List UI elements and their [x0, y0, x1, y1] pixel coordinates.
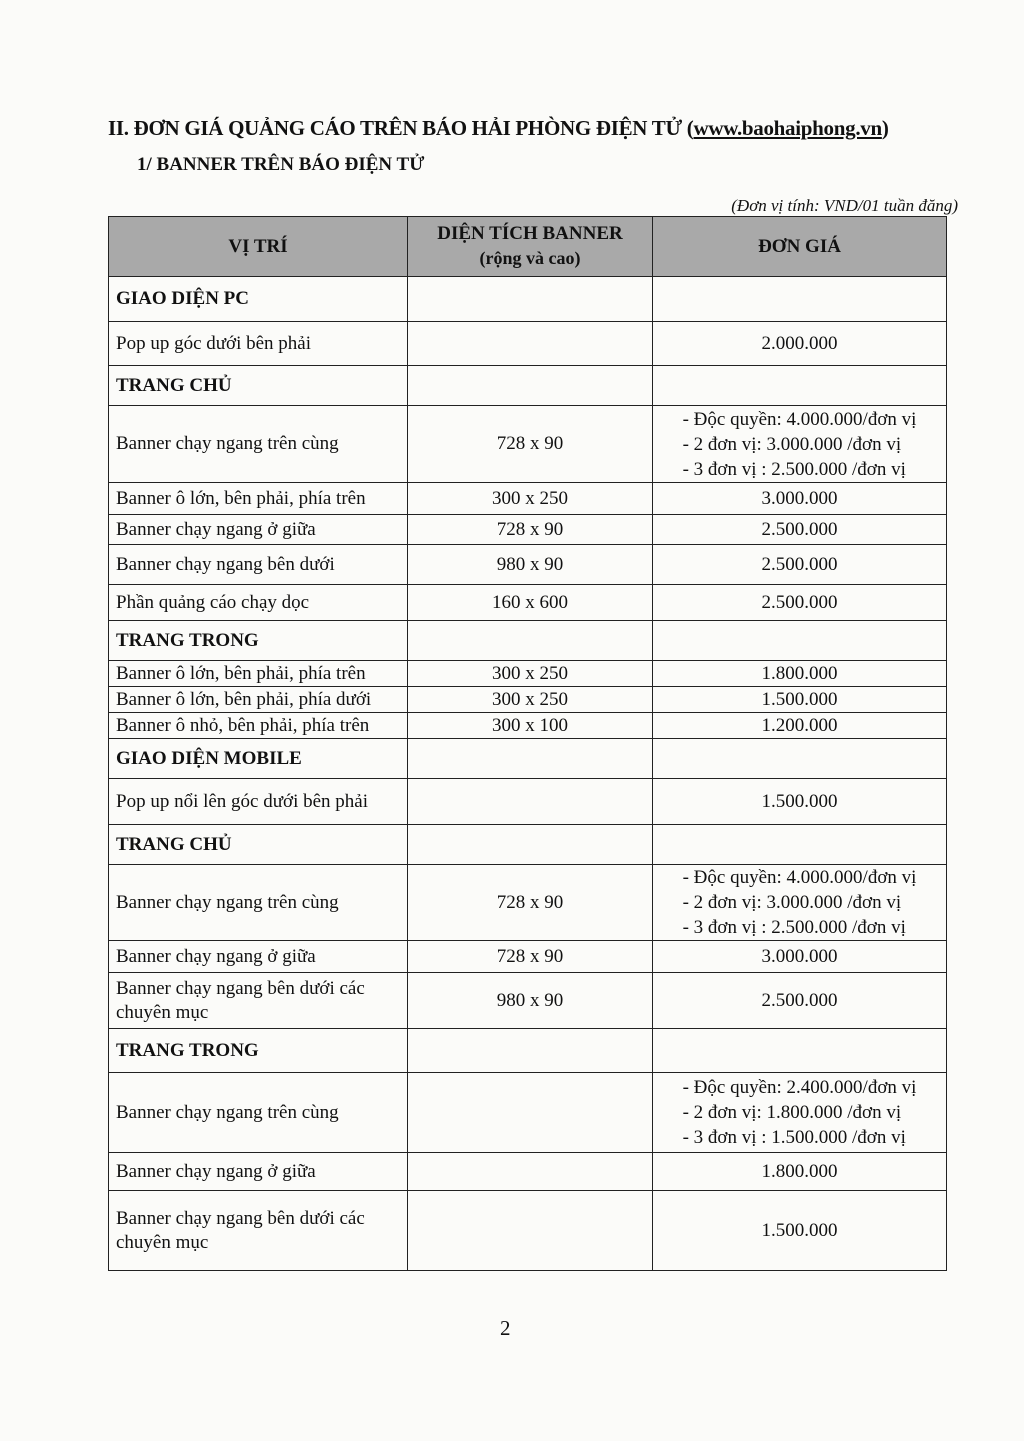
section-row	[109, 825, 947, 865]
table-row	[109, 687, 947, 713]
section-label: GIAO DIỆN PC	[109, 277, 408, 322]
header-position: VỊ TRÍ	[109, 217, 408, 277]
price-cell	[653, 277, 947, 322]
price-tier-line: - Độc quyền: 4.000.000/đơn vị	[682, 408, 917, 430]
price-cell	[653, 687, 947, 713]
size-cell: 728 x 90	[408, 865, 653, 941]
section-row	[109, 1029, 947, 1073]
table-row	[109, 973, 947, 1029]
section-label: TRANG CHỦ	[109, 366, 408, 406]
price-cell	[653, 739, 947, 779]
price-value: 2.500.000	[761, 592, 838, 613]
price-value: 1.500.000	[761, 689, 838, 710]
price-tiers	[683, 407, 917, 482]
header-size	[408, 217, 653, 277]
price-value: 3.000.000	[761, 488, 838, 509]
red-seal-stamp-edge	[1008, 715, 1024, 875]
price-value: 1.200.000	[761, 715, 838, 736]
size-cell	[408, 366, 653, 406]
table-row	[109, 713, 947, 739]
table-row	[109, 1191, 947, 1271]
price-cell	[653, 973, 947, 1029]
position-cell: Banner chạy ngang trên cùng	[109, 1073, 408, 1153]
price-cell	[653, 322, 947, 366]
table-row	[109, 545, 947, 585]
price-cell	[653, 366, 947, 406]
price-value: 2.500.000	[761, 519, 838, 540]
size-cell: 300 x 250	[408, 483, 653, 515]
section-title	[108, 116, 889, 141]
price-table	[108, 216, 947, 1271]
table-row	[109, 779, 947, 825]
position-cell: Banner chạy ngang trên cùng	[109, 865, 408, 941]
size-cell	[408, 1073, 653, 1153]
price-cell	[653, 825, 947, 865]
price-tier-line: - Độc quyền: 4.000.000/đơn vị	[682, 867, 917, 888]
section-row	[109, 277, 947, 322]
section-title-prefix: II. ĐƠN GIÁ QUẢNG CÁO TRÊN BÁO HẢI PHÒNG ĐIỆN TỬ (	[108, 116, 694, 140]
price-value: 2.500.000	[761, 990, 838, 1011]
price-value: 1.500.000	[761, 1220, 838, 1241]
position-cell: Banner ô lớn, bên phải, phía dưới	[109, 687, 408, 713]
position-cell: Banner chạy ngang bên dưới các chuyên mục	[109, 973, 408, 1029]
price-value: 2.000.000	[761, 333, 838, 354]
header-size-line1: DIỆN TÍCH BANNER	[437, 223, 623, 244]
position-cell: Pop up nổi lên góc dưới bên phải	[109, 779, 408, 825]
price-value: 2.500.000	[761, 554, 838, 575]
position-cell: Banner ô nhỏ, bên phải, phía trên	[109, 713, 408, 739]
price-tiers	[683, 865, 917, 940]
table-row	[109, 941, 947, 973]
size-cell: 300 x 100	[408, 713, 653, 739]
table-row	[109, 661, 947, 687]
page-number: 2	[500, 1316, 511, 1340]
price-tiers	[683, 1075, 917, 1150]
section-label: TRANG TRONG	[109, 1029, 408, 1073]
price-cell	[653, 1153, 947, 1191]
price-tier-line: - 3 đơn vị : 2.500.000 /đơn vị	[682, 458, 906, 480]
price-cell	[653, 1073, 947, 1153]
table-header-row	[109, 217, 947, 277]
size-cell	[408, 739, 653, 779]
size-cell	[408, 1153, 653, 1191]
size-cell: 980 x 90	[408, 545, 653, 585]
section-label: TRANG TRONG	[109, 621, 408, 661]
price-tier-line: - 2 đơn vị: 3.000.000 /đơn vị	[682, 892, 902, 913]
price-tier-line: - Độc quyền: 2.400.000/đơn vị	[682, 1077, 917, 1098]
size-cell: 300 x 250	[408, 661, 653, 687]
size-cell: 728 x 90	[408, 941, 653, 973]
table-body	[109, 277, 947, 1271]
price-cell	[653, 865, 947, 941]
price-cell	[653, 941, 947, 973]
section-row	[109, 621, 947, 661]
price-tier-line: - 2 đơn vị: 1.800.000 /đơn vị	[682, 1102, 902, 1123]
price-tier-line: - 3 đơn vị : 1.500.000 /đơn vị	[682, 1127, 906, 1148]
table-row	[109, 483, 947, 515]
section-label: GIAO DIỆN MOBILE	[109, 739, 408, 779]
size-cell	[408, 621, 653, 661]
position-cell: Banner ô lớn, bên phải, phía trên	[109, 483, 408, 515]
position-cell: Banner ô lớn, bên phải, phía trên	[109, 661, 408, 687]
size-cell: 300 x 250	[408, 687, 653, 713]
size-cell	[408, 825, 653, 865]
price-value: 3.000.000	[761, 946, 838, 967]
price-cell	[653, 545, 947, 585]
price-cell	[653, 779, 947, 825]
size-cell	[408, 1029, 653, 1073]
size-cell: 980 x 90	[408, 973, 653, 1029]
table-row	[109, 515, 947, 545]
position-cell: Banner chạy ngang ở giữa	[109, 1153, 408, 1191]
table-row	[109, 585, 947, 621]
header-size-line2: (rộng và cao)	[479, 248, 581, 268]
size-cell	[408, 322, 653, 366]
price-cell	[653, 713, 947, 739]
table-row	[109, 865, 947, 941]
position-cell: Banner chạy ngang trên cùng	[109, 406, 408, 483]
subsection-title: 1/ BANNER TRÊN BÁO ĐIỆN TỬ	[137, 154, 425, 175]
table-row	[109, 406, 947, 483]
price-tier-line: - 2 đơn vị: 3.000.000 /đơn vị	[682, 433, 902, 455]
price-cell	[653, 1029, 947, 1073]
price-tier-line: - 3 đơn vị : 2.500.000 /đơn vị	[682, 917, 906, 938]
table-row	[109, 1073, 947, 1153]
price-cell	[653, 406, 947, 483]
price-value: 1.500.000	[761, 791, 838, 812]
position-cell: Banner chạy ngang bên dưới	[109, 545, 408, 585]
table-row	[109, 1153, 947, 1191]
position-cell: Phần quảng cáo chạy dọc	[109, 585, 408, 621]
website-link[interactable]: www.baohaiphong.vn	[693, 116, 882, 140]
position-cell: Banner chạy ngang ở giữa	[109, 515, 408, 545]
header-price: ĐƠN GIÁ	[653, 217, 947, 277]
section-row	[109, 739, 947, 779]
section-title-suffix: )	[881, 116, 889, 140]
price-cell	[653, 621, 947, 661]
position-cell: Pop up góc dưới bên phải	[109, 322, 408, 366]
size-cell: 160 x 600	[408, 585, 653, 621]
position-cell: Banner chạy ngang bên dưới các chuyên mục	[109, 1191, 408, 1271]
section-label: TRANG CHỦ	[109, 825, 408, 865]
price-value: 1.800.000	[761, 663, 838, 684]
size-cell	[408, 277, 653, 322]
price-cell	[653, 585, 947, 621]
table-row	[109, 322, 947, 366]
section-row	[109, 366, 947, 406]
size-cell	[408, 779, 653, 825]
price-value: 1.800.000	[761, 1161, 838, 1182]
position-cell: Banner chạy ngang ở giữa	[109, 941, 408, 973]
unit-note: (Đơn vị tính: VND/01 tuần đăng)	[731, 196, 958, 215]
size-cell: 728 x 90	[408, 515, 653, 545]
price-cell	[653, 483, 947, 515]
size-cell	[408, 1191, 653, 1271]
size-cell: 728 x 90	[408, 406, 653, 483]
price-cell	[653, 661, 947, 687]
price-cell	[653, 515, 947, 545]
price-cell	[653, 1191, 947, 1271]
